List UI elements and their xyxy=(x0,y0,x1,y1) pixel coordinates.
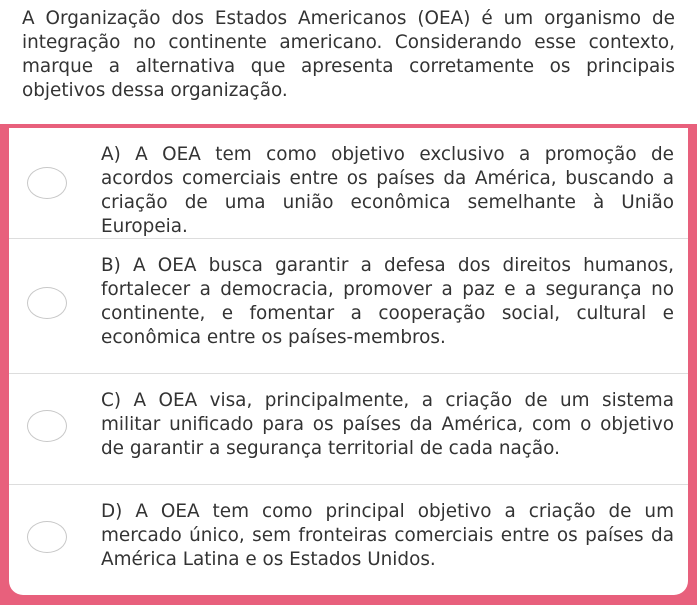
option-c-text: C) A OEA visa, principalmente, a criação de um sistema militar unificado para os países da América, com o objetivo de garantir a segurança territorial de cada nação. xyxy=(101,390,674,459)
radio-button-d[interactable] xyxy=(27,521,67,553)
option-d[interactable] xyxy=(9,484,688,595)
radio-button-c[interactable] xyxy=(27,410,67,442)
option-c[interactable] xyxy=(9,373,688,484)
option-a[interactable] xyxy=(9,128,688,238)
question-panel xyxy=(0,0,697,124)
option-b[interactable] xyxy=(9,238,688,373)
radio-button-b[interactable] xyxy=(27,287,67,319)
option-b-text: B) A OEA busca garantir a defesa dos direitos humanos, fortalecer a democracia, promover a paz e a segurança no continente, e fomentar a cooperação social, cultural e econômica entre os países-membros. xyxy=(101,255,674,348)
answer-options xyxy=(9,128,688,595)
option-a-text: A) A OEA tem como objetivo exclusivo a promoção de acordos comerciais entre os países da América, buscando a criação de uma união econômica semelhante à União Europeia. xyxy=(101,144,674,237)
option-d-text: D) A OEA tem como principal objetivo a criação de um mercado único, sem fronteiras comerciais entre os países da América Latina e os Estados Unidos. xyxy=(101,501,674,570)
question-text: A Organização dos Estados Americanos (OEA) é um organismo de integração no continente americano. Considerando esse contexto, marque a alternativa que apresenta corretamente os principais objetivos dessa organização. xyxy=(22,8,675,101)
radio-button-a[interactable] xyxy=(27,167,67,199)
